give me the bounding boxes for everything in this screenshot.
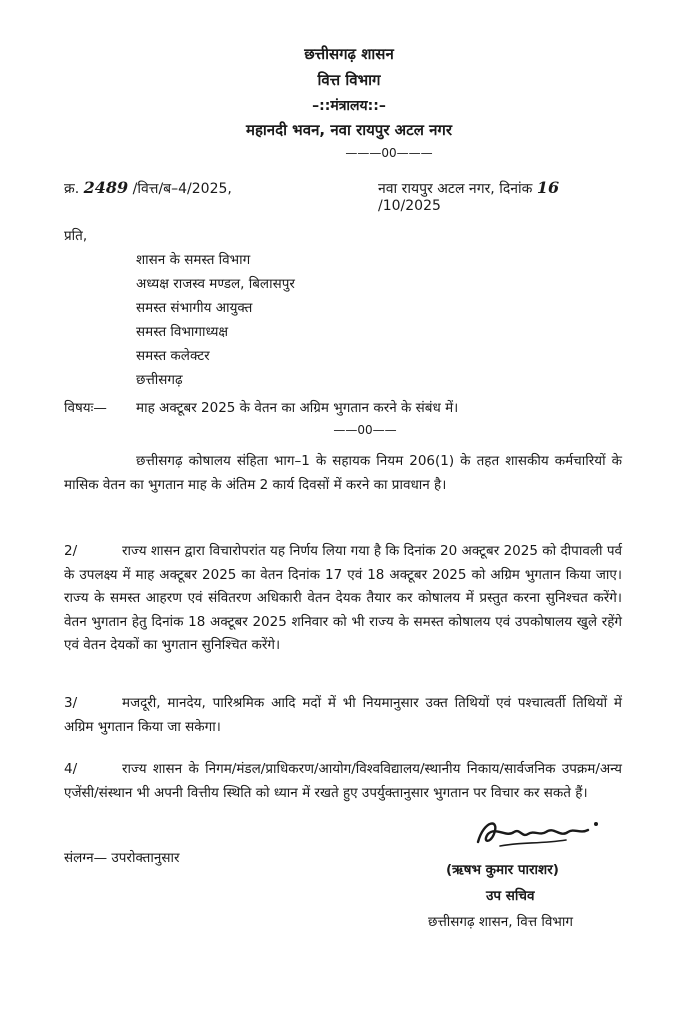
recipient-item: समस्त विभागाध्यक्ष xyxy=(136,324,229,340)
signature-image xyxy=(470,812,610,856)
signatory-name: (ऋषभ कुमार पाराशर) xyxy=(446,862,559,878)
handwritten-number: 2489 xyxy=(83,178,129,197)
header-government: छत्तीसगढ़ शासन xyxy=(304,45,394,63)
recipient-item: समस्त संभागीय आयुक्त xyxy=(136,300,253,316)
subject-text: माह अक्टूबर 2025 के वेतन का अग्रिम भुगतान करने के संबंध में। xyxy=(136,400,459,416)
paragraph-4: 4/ राज्य शासन के निगम/मंडल/प्राधिकरण/आयोग/विश्वविद्यालय/स्थानीय निकाय/सार्वजनिक उपक्रम/अन्य एजेंसी/संस्थान भी अपनी वित्तीय स्थिति को ध्यान में रखते हुए उपर्युक्तानुसार भुगतान पर विचार कर सकते हैं। xyxy=(64,758,622,805)
header-department: वित्त विभाग xyxy=(317,71,381,89)
paragraph-number: 2/ xyxy=(64,543,78,559)
header-separator: ———00——— xyxy=(345,146,433,160)
paragraph-3: 3/ मजदूरी, मानदेय, पारिश्रमिक आदि मदों में भी नियमानुसार उक्त तिथियों एवं पश्चात्वर्ती तिथियों में अग्रिम भुगतान किया जा सकेगा। xyxy=(64,692,622,739)
paragraph-2: 2/ राज्य शासन द्वारा विचारोपरांत यह निर्णय लिया गया है कि दिनांक 20 अक्टूबर 2025 को दीपावली पर्व के उपलक्ष्य में माह अक्टूबर 2025 का वेतन दिनांक 17 एवं 18 अक्टूबर 2025 को अग्रिम भुगतान किया जाए। राज्य के समस्त आहरण एवं संवितरण अधिकारी वेतन देयक तैयार कर कोषालय में प्रस्तुत करना सुनिश्चत करेंगे। वेतन भुगतान हेतु दिनांक 18 अक्टूबर 2025 शनिवार को भी राज्य के समस्त कोषालय एवं उपकोषालय खुले रहेंगे एवं वेतन देयकों का भुगतान सुनिश्चित करेंगे। xyxy=(64,540,622,658)
recipients-label: प्रति, xyxy=(64,228,88,244)
recipient-item: शासन के समस्त विभाग xyxy=(136,252,251,268)
recipient-item: समस्त कलेक्टर xyxy=(136,348,210,364)
paragraph-1: छत्तीसगढ़ कोषालय संहिता भाग–1 के सहायक नियम 206(1) के तहत शासकीय कर्मचारियों के मासिक वेतन का भुगतान माह के अंतिम 2 कार्य दिवसों में करने का प्रावधान है। xyxy=(64,453,622,493)
paragraph-number: 3/ xyxy=(64,695,78,711)
recipient-item: छत्तीसगढ़ xyxy=(136,372,183,388)
signatory-office: छत्तीसगढ़ शासन, वित्त विभाग xyxy=(428,914,573,930)
reference-number: क्र. 2489 /वित्त/ब–4/2025, xyxy=(64,178,232,197)
handwritten-day: 16 xyxy=(536,178,560,197)
recipient-item: अध्यक्ष राजस्व मण्डल, बिलासपुर xyxy=(136,276,295,292)
signatory-designation: उप सचिव xyxy=(486,888,535,904)
subject-label: विषयः— xyxy=(64,400,107,416)
paragraph-number: 4/ xyxy=(64,761,78,777)
header-ministry: –::मंत्रालय::– xyxy=(312,98,386,114)
header-address: महानदी भवन, नवा रायपुर अटल नगर xyxy=(245,121,453,139)
enclosure: संलग्न— उपरोक्तानुसार xyxy=(64,850,180,866)
subject-separator: ——00—— xyxy=(333,423,397,437)
place-date: नवा रायपुर अटल नगर, दिनांक 16 /10/2025 xyxy=(378,178,560,214)
